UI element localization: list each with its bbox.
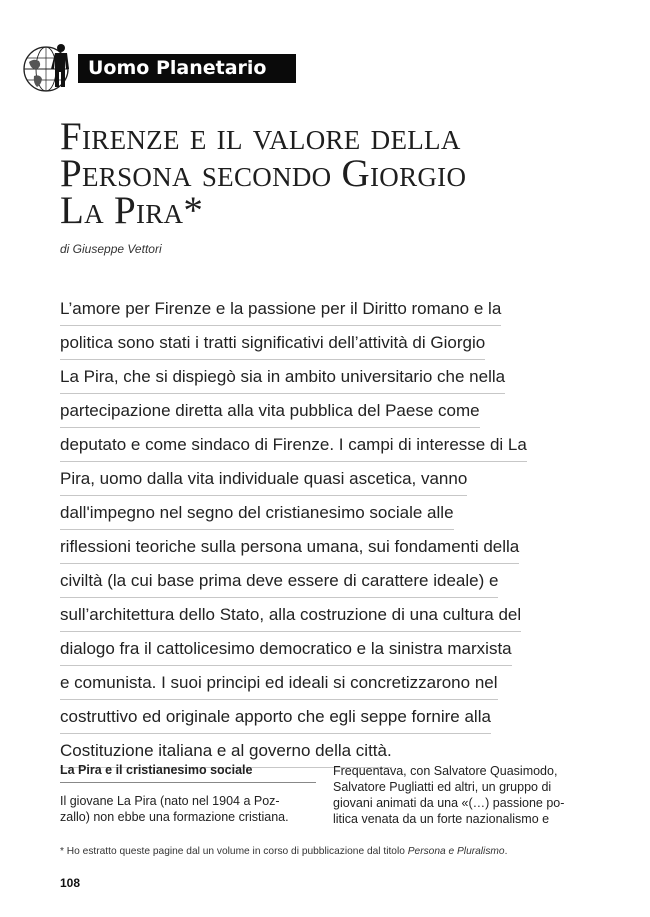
abstract-line: Pira, uomo dalla vita individuale quasi ascetica, vanno [60, 462, 467, 496]
title-line: La Pira* [60, 189, 204, 232]
body-column-left [60, 760, 316, 825]
abstract-line: Costituzione italiana e al governo della città. [60, 734, 392, 768]
page-number: 108 [60, 876, 81, 890]
abstract-line: partecipazione diretta alla vita pubblica del Paese come [60, 394, 480, 428]
abstract-line: dialogo fra il cattolicesimo democratico e la sinistra marxista [60, 632, 512, 666]
body-line: zallo) non ebbe una formazione cristiana. [60, 810, 289, 824]
footnote-end: . [504, 846, 508, 857]
author-byline: di Giuseppe Vettori [60, 242, 162, 256]
abstract-line: dall'impegno nel segno del cristianesimo sociale alle [60, 496, 454, 530]
abstract-line: civiltà (la cui base prima deve essere di carattere ideale) e [60, 564, 498, 598]
body-line: Frequentava, con Salvatore Quasimodo, [333, 764, 558, 778]
abstract-line: La Pira, che si dispiegò sia in ambito universitario che nella [60, 360, 505, 394]
abstract-line: deputato e come sindaco di Firenze. I campi di interesse di La [60, 428, 527, 462]
title-line: Persona secondo Giorgio [60, 152, 467, 195]
article-abstract [60, 292, 580, 768]
abstract-line: sull’architettura dello Stato, alla costruzione di una cultura del [60, 598, 521, 632]
body-line: Salvatore Pugliatti ed altri, un gruppo di [333, 780, 552, 794]
title-line: Firenze e il valore della [60, 115, 461, 158]
article-title [60, 115, 620, 232]
section-header [20, 38, 290, 98]
globe-figure-icon [20, 38, 78, 98]
abstract-line: L’amore per Firenze e la passione per il Diritto romano e la [60, 292, 501, 326]
section-label: Uomo Planetario [78, 54, 296, 83]
abstract-line: costruttivo ed originale apporto che egli seppe fornire alla [60, 700, 491, 734]
abstract-line: riflessioni teoriche sulla persona umana, sui fondamenti della [60, 530, 519, 564]
body-column-right [333, 763, 585, 827]
body-line: Il giovane La Pira (nato nel 1904 a Poz- [60, 794, 280, 808]
body-line: litica venata da un forte nazionalismo e [333, 812, 550, 826]
section-subheading: La Pira e il cristianesimo sociale [60, 760, 316, 783]
footnote-text: * Ho estratto queste pagine dal un volume in corso di pubblicazione dal titolo [60, 846, 408, 857]
abstract-line: e comunista. I suoi principi ed ideali si concretizzarono nel [60, 666, 498, 700]
footnote-book-title: Persona e Pluralismo [407, 846, 505, 857]
body-line: giovani animati da una «(…) passione po- [333, 796, 565, 810]
abstract-line: politica sono stati i tratti significativi dell’attività di Giorgio [60, 326, 485, 360]
footnote [60, 846, 590, 857]
